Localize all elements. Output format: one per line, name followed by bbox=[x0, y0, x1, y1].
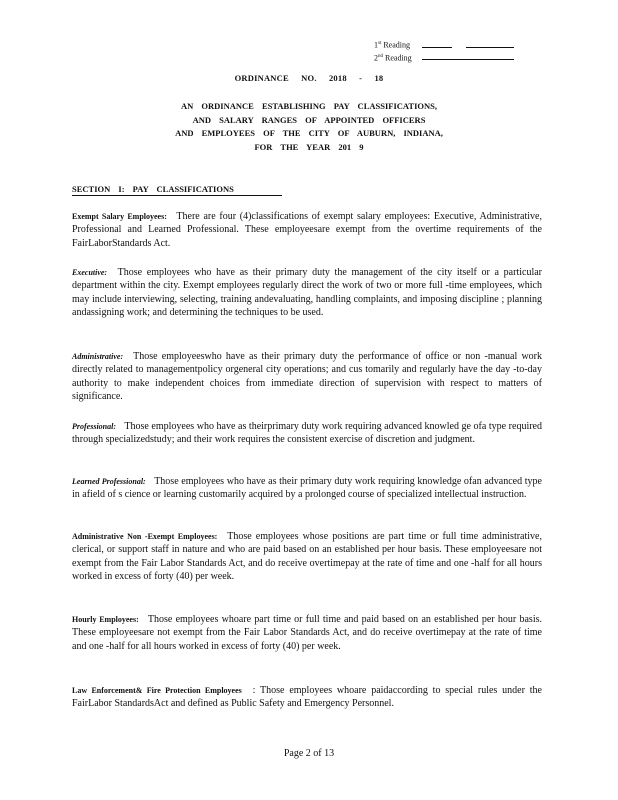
first-reading-ordinal: st bbox=[378, 41, 382, 46]
first-reading-line-b bbox=[466, 39, 514, 48]
paragraph-term: Professional: bbox=[72, 422, 116, 431]
paragraph-term: Exempt Salary Employees: bbox=[72, 212, 167, 221]
section-title: SECTION I: PAY CLASSIFICATIONS bbox=[72, 184, 282, 196]
paragraph-administrative bbox=[72, 350, 542, 404]
heading-line: FOR THE YEAR 201 9 bbox=[254, 141, 364, 152]
paragraph-text: : Those employees whoare paidaccording to special rules under the FairLabor StandardsAct and defined as Public Safety and Emergency Personnel. bbox=[72, 685, 542, 710]
paragraph-term: Executive: bbox=[72, 268, 108, 277]
first-reading-label: Reading bbox=[383, 40, 411, 50]
paragraph-text: Those employees whoare part time or full time and paid based on an established per hour basis. These employeesare not exempt from the Fair Labor Standards Act, and do receive overtimepay at the rate of time and one -half for all hours worked in excess of forty (40) per week. bbox=[72, 614, 542, 652]
paragraph-exempt-salary bbox=[72, 210, 542, 250]
paragraph-text: Those employees who have as their primary duty work requiring knowledge ofan advanced type in afield of s cience or learning customarily acquired by a prolonged course of specialized intellectual instruction. bbox=[72, 476, 542, 501]
first-reading-row: 1st Reading bbox=[374, 38, 514, 51]
paragraph-professional bbox=[72, 420, 542, 447]
paragraph-term: Hourly Employees: bbox=[72, 615, 139, 624]
first-reading-line-a bbox=[422, 39, 452, 48]
second-reading-label: Reading bbox=[385, 53, 412, 63]
ordinance-heading bbox=[0, 100, 618, 154]
paragraph-term: Administrative: bbox=[72, 352, 124, 361]
paragraph-law-enforcement bbox=[72, 684, 542, 711]
second-reading-line bbox=[422, 51, 514, 60]
heading-line: AN ORDINANCE ESTABLISHING PAY CLASSIFICATIONS, bbox=[181, 101, 437, 111]
paragraph-learned-professional bbox=[72, 475, 542, 502]
paragraph-hourly bbox=[72, 613, 542, 653]
page-number: Page 2 of 13 bbox=[283, 748, 335, 759]
paragraph-administrative-non-exempt bbox=[72, 530, 542, 584]
paragraph-text: Those employees who have as theirprimary duty work requiring advanced knowled ge ofa type required through specializedstudy; and their work requires the consistent exercise of discretion and judgment. bbox=[72, 421, 542, 446]
ordinance-title: ORDINANCE NO. 2018 - 18 bbox=[234, 73, 384, 83]
paragraph-text: Those employees who have as their primary duty the management of the city itself or a particular department within the city. Exempt employees regularly direct the work of two or more full -time employees, which may include interviewing, selecting, training andevaluating, handling complaints, and imposing discipline ; planning andassigning work; and determining the techniques to be used. bbox=[72, 267, 542, 319]
paragraph-term: Learned Professional: bbox=[72, 477, 146, 486]
paragraph-term: Law Enforcement& Fire Protection Employees bbox=[72, 686, 242, 695]
paragraph-executive bbox=[72, 266, 542, 320]
heading-line: AND EMPLOYEES OF THE CITY OF AUBURN, INDIANA, bbox=[175, 128, 443, 138]
second-reading-row: 2nd Reading bbox=[374, 51, 514, 64]
readings-block bbox=[374, 38, 514, 63]
paragraph-text: Those employees whose positions are part time or full time administrative, clerical, or support staff in nature and who are paid based on an established per hour basis. These employeesare not exempt from the Fair Labor Standards Act, and do receive overtimepay at the rate of time and one -half for all hours worked in excess of forty (40) per week. bbox=[72, 531, 542, 583]
second-reading-ordinal: nd bbox=[378, 53, 383, 59]
heading-line: AND SALARY RANGES OF APPOINTED OFFICERS bbox=[192, 114, 426, 125]
paragraph-term: Administrative Non -Exempt Employees: bbox=[72, 532, 218, 541]
paragraph-text: There are four (4)classifications of exempt salary employees: Executive, Administrative, Professional and Learned Professional. These employeesare exempt from the overtime requirements of the FairLaborStandards Act. bbox=[72, 211, 542, 249]
paragraph-text: Those employeeswho have as their primary duty the performance of office or non -manual work directly related to managementpolicy orgeneral city operations; and cus tomarily and regularly have the day -to-day authority to make independent choices from immediate direction of supervision with respect to matters of significance. bbox=[72, 351, 542, 403]
